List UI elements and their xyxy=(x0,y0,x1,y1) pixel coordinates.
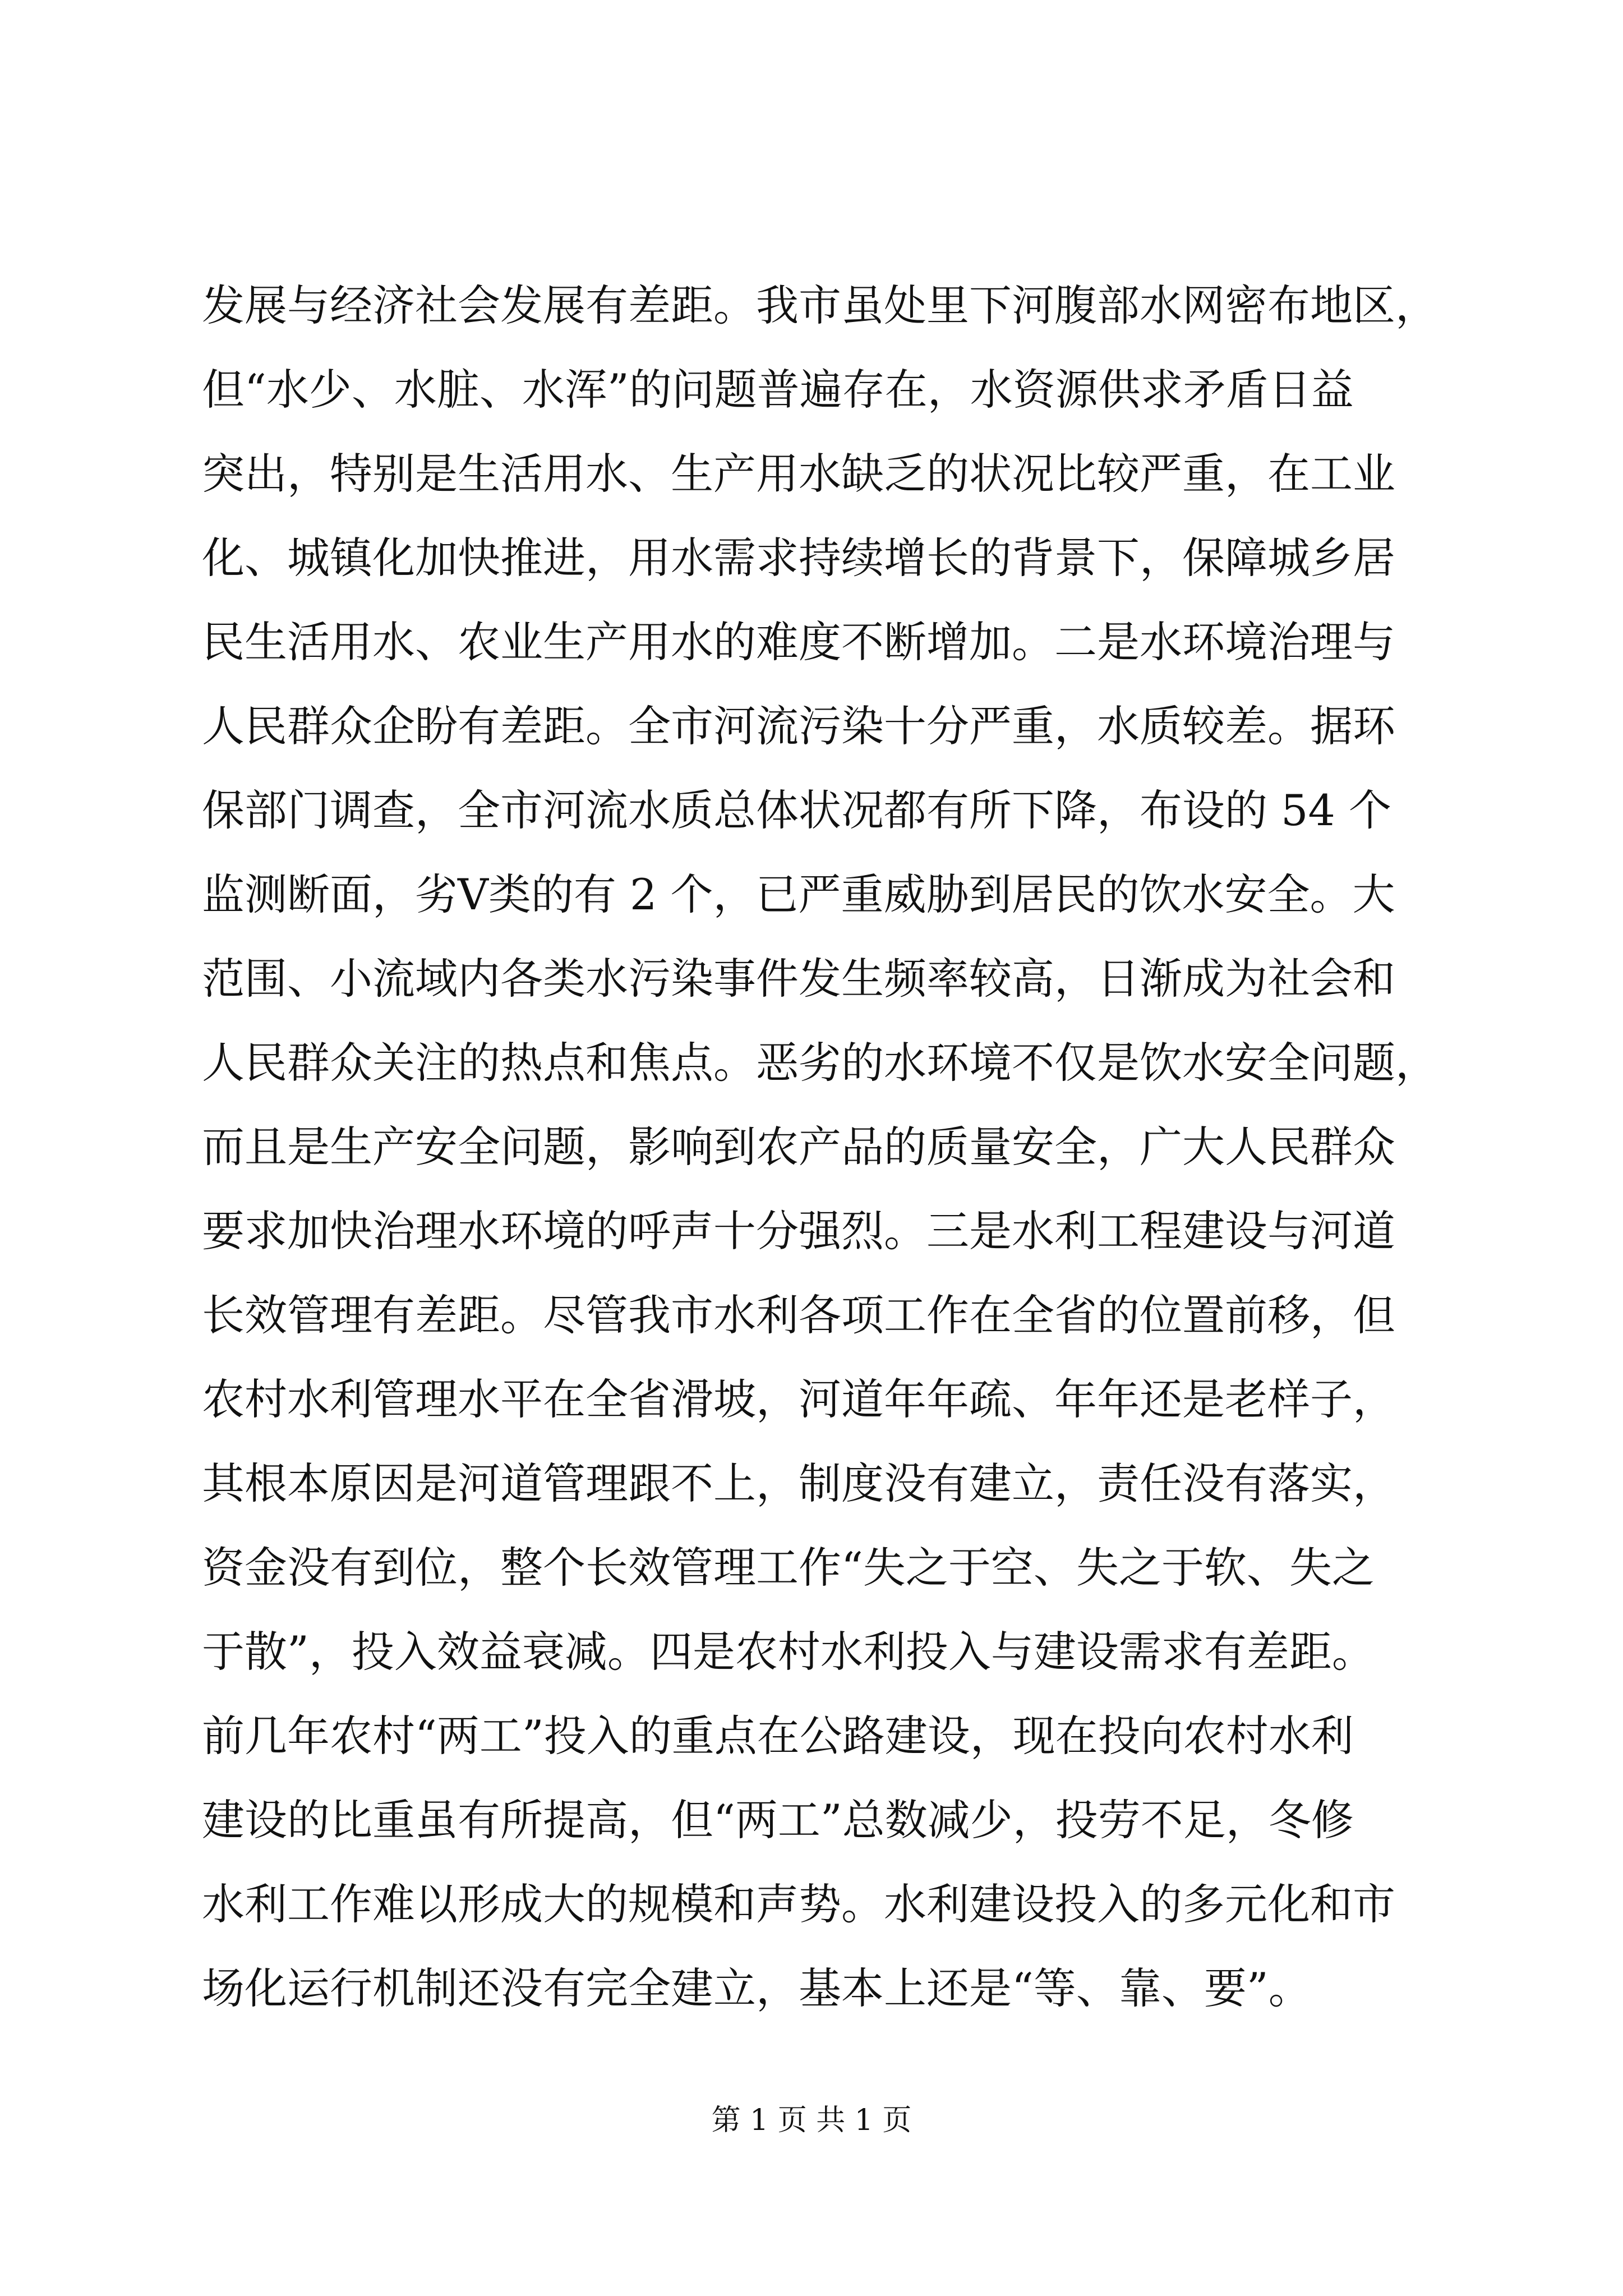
text-line: 建设的比重虽有所提高，但“两工”总数减少，投劳不足，冬修 xyxy=(202,1795,1354,1845)
page-footer: 第 1 页 共 1 页 xyxy=(711,2104,912,2137)
text-line: 化、城镇化加快推进，用水需求持续增长的背景下，保障城乡居 xyxy=(202,533,1395,583)
text-line: 民生活用水、农业生产用水的难度不断增加。二是水环境治理与 xyxy=(202,617,1395,667)
text-line: 保部门调查，全市河流水质总体状况都有所下降，布设的 54 个 xyxy=(202,785,1392,835)
text-line: 前几年农村“两工”投入的重点在公路建设，现在投向农村水利 xyxy=(202,1711,1354,1761)
text-line: 其根本原因是河道管理跟不上，制度没有建立，责任没有落实， xyxy=(202,1458,1395,1508)
text-line: 水利工作难以形成大的规模和声势。水利建设投入的多元化和市 xyxy=(202,1879,1395,1929)
text-line: 发展与经济社会发展有差距。我市虽处里下河腹部水网密布地区， xyxy=(202,280,1438,330)
text-line: 监测断面，劣Ⅴ类的有 2 个，已严重威胁到居民的饮水安全。大 xyxy=(202,869,1395,919)
text-line: 要求加快治理水环境的呼声十分强烈。三是水利工程建设与河道 xyxy=(202,1206,1395,1256)
text-line: 资金没有到位，整个长效管理工作“失之于空、失之于软、失之 xyxy=(202,1543,1375,1593)
text-line: 农村水利管理水平在全省滑坡，河道年年疏、年年还是老样子， xyxy=(202,1374,1395,1424)
body-text xyxy=(202,264,1481,2031)
text-line: 范围、小流域内各类水污染事件发生频率较高，日渐成为社会和 xyxy=(202,954,1395,1004)
text-line: 于散”，投入效益衰减。四是农村水利投入与建设需求有差距。 xyxy=(202,1627,1375,1677)
text-line: 而且是生产安全问题，影响到农产品的质量安全，广大人民群众 xyxy=(202,1122,1395,1172)
text-line: 人民群众企盼有差距。全市河流污染十分严重，水质较差。据环 xyxy=(202,701,1395,751)
text-line: 突出，特别是生活用水、生产用水缺乏的状况比较严重，在工业 xyxy=(202,449,1395,499)
text-line: 人民群众关注的热点和焦点。恶劣的水环境不仅是饮水安全问题， xyxy=(202,1038,1438,1088)
text-line: 场化运行机制还没有完全建立，基本上还是“等、靠、要”。 xyxy=(202,1963,1311,2013)
text-line: 但“水少、水脏、水浑”的问题普遍存在，水资源供求矛盾日益 xyxy=(202,365,1354,415)
text-line: 长效管理有差距。尽管我市水利各项工作在全省的位置前移，但 xyxy=(202,1290,1395,1340)
